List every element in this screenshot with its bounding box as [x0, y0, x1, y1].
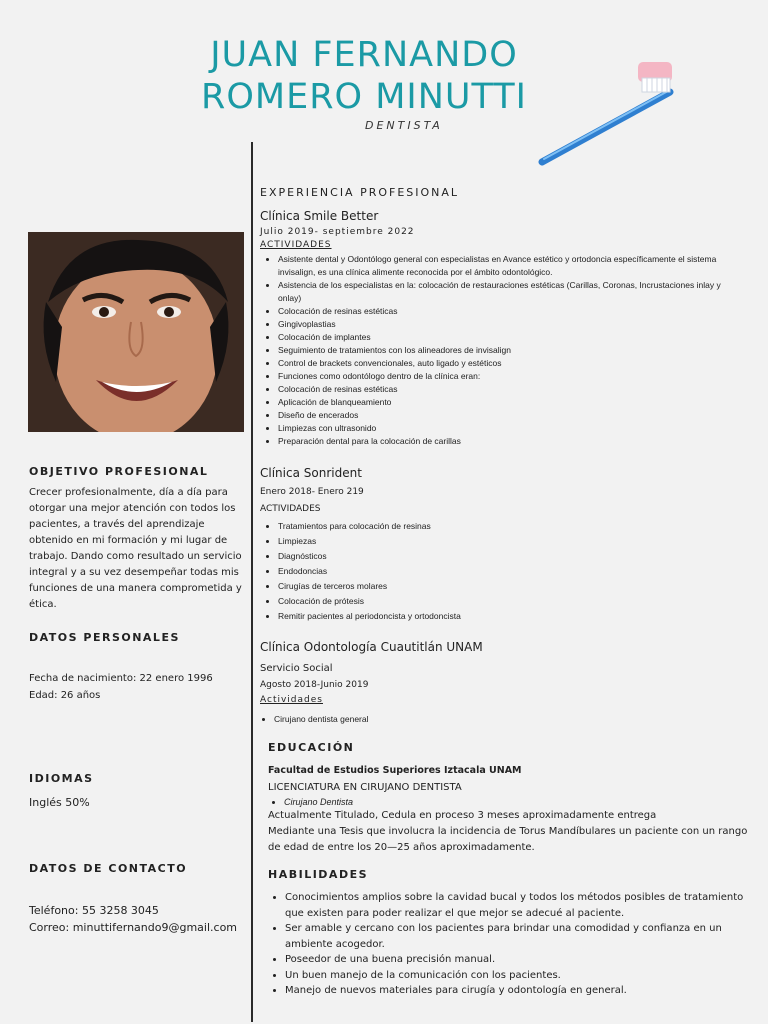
personal-heading: DATOS PERSONALES — [29, 631, 180, 644]
job1-dates: Julio 2019- septiembre 2022 — [260, 227, 415, 237]
job1-company: Clínica Smile Better — [260, 209, 379, 223]
list-item: • Asistencia de los especialistas en la: colocación de restauraciones estéticas (Carillas, Coronas, Incrustaciones inlay y onlay) — [278, 279, 746, 305]
list-item: • Aplicación de blanqueamiento — [278, 396, 746, 409]
birth-date: Fecha de nacimiento: 22 enero 1996 — [29, 673, 213, 684]
list-item: • Poseedor de una buena precisión manual. — [285, 952, 765, 968]
job1-activities-label: ACTIVIDADES — [260, 240, 332, 250]
list-item: • Gingivoplastias — [278, 318, 746, 331]
job3-dates: Agosto 2018-Junio 2019 — [260, 680, 369, 690]
education-heading: EDUCACIÓN — [268, 741, 355, 754]
education-degree: LICENCIATURA EN CIRUJANO DENTISTA — [268, 782, 462, 793]
list-item: • Conocimientos amplios sobre la cavidad bucal y todos los métodos posibles de tratamiento que existen para poder realizar el que mejor se adecué al paciente. — [285, 890, 765, 921]
job2-dates: Enero 2018- Enero 219 — [260, 487, 364, 497]
list-item: • Diagnósticos — [278, 549, 746, 564]
column-divider — [251, 142, 253, 1022]
skills-list — [268, 890, 765, 999]
phone: Teléfono: 55 3258 3045 — [29, 904, 159, 917]
list-item: • Diseño de encerados — [278, 409, 746, 422]
education-school: Facultad de Estudios Superiores Iztacala UNAM — [268, 765, 522, 776]
list-item: • Endodoncias — [278, 564, 746, 579]
list-item: • Control de brackets convencionales, auto ligado y estéticos — [278, 357, 746, 370]
name-line-2: ROMERO MINUTTI — [201, 77, 527, 117]
list-item: • Manejo de nuevos materiales para cirugía y odontología en general. — [285, 983, 765, 999]
job3-activities — [258, 713, 742, 726]
name-line-1: JUAN FERNANDO — [210, 35, 518, 75]
experience-heading: EXPERIENCIA PROFESIONAL — [260, 186, 460, 199]
job3-subtitle: Servicio Social — [260, 663, 333, 674]
job1-activities — [262, 253, 746, 448]
education-line-2: Mediante una Tesis que involucra la incidencia de Torus Mandíbulares un paciente con un rango de edad de entre los 20—25 años aproximadamente. — [268, 826, 748, 853]
language-item: Inglés 50% — [29, 796, 90, 809]
objective-heading: OBJETIVO PROFESIONAL — [29, 465, 209, 478]
list-item: • Colocación de resinas estéticas — [278, 305, 746, 318]
list-item: • Un buen manejo de la comunicación con los pacientes. — [285, 968, 765, 984]
list-item: • Colocación de resinas estéticas — [278, 383, 746, 396]
list-item: • Ser amable y cercano con los pacientes para brindar una comodidad y confianza en un ambiente acogedor. — [285, 921, 765, 952]
job3-activities-label: Actividades — [260, 695, 323, 705]
list-item: • Colocación de implantes — [278, 331, 746, 344]
contact-heading: DATOS DE CONTACTO — [29, 862, 188, 875]
list-item: • Funciones como odontólogo dentro de la clínica eran: — [278, 370, 746, 383]
education-item: • Cirujano Dentista — [284, 796, 353, 809]
email[interactable]: Correo: minuttifernando9@gmail.com — [29, 921, 238, 934]
list-item: • Limpiezas — [278, 534, 746, 549]
list-item: • Asistente dental y Odontólogo general con especialistas en Avance estético y ortodoncia específicamente el sistema invisalign, es una clínica alimente reconocida por el ámbito odontológico. — [278, 253, 746, 279]
list-item: • Remitir pacientes al periodoncista y ortodoncista — [278, 609, 746, 624]
list-item: • Colocación de prótesis — [278, 594, 746, 609]
list-item: • Seguimiento de tratamientos con los alineadores de invisalign — [278, 344, 746, 357]
list-item: • Cirujano dentista general — [274, 713, 742, 726]
job-role: DENTISTA — [365, 119, 443, 132]
objective-text: Crecer profesionalmente, día a día para otorgar una mejor atención con todos los pacientes, a través del aprendizaje obtenido en mi formación y mi lugar de trabajo. Dando como resultado un servicio integral y a su vez desempeñar todas mis funciones de una manera comprometida y ética. — [29, 487, 242, 610]
job2-company: Clínica Sonrident — [260, 466, 362, 480]
list-item: • Preparación dental para la colocación de carillas — [278, 435, 746, 448]
job3-company: Clínica Odontología Cuautitlán UNAM — [260, 640, 483, 654]
education-line-1: Actualmente Titulado, Cedula en proceso 3 meses aproximadamente entrega — [268, 810, 657, 821]
job2-activities-label: ACTIVIDADES — [260, 504, 321, 514]
skills-heading: HABILIDADES — [268, 868, 369, 881]
list-item: • Cirugías de terceros molares — [278, 579, 746, 594]
toothbrush-icon — [530, 40, 690, 170]
profile-photo — [28, 232, 244, 432]
age: Edad: 26 años — [29, 690, 101, 701]
languages-heading: IDIOMAS — [29, 772, 94, 785]
list-item: • Tratamientos para colocación de resinas — [278, 519, 746, 534]
list-item: • Limpiezas con ultrasonido — [278, 422, 746, 435]
job2-activities — [262, 519, 746, 624]
